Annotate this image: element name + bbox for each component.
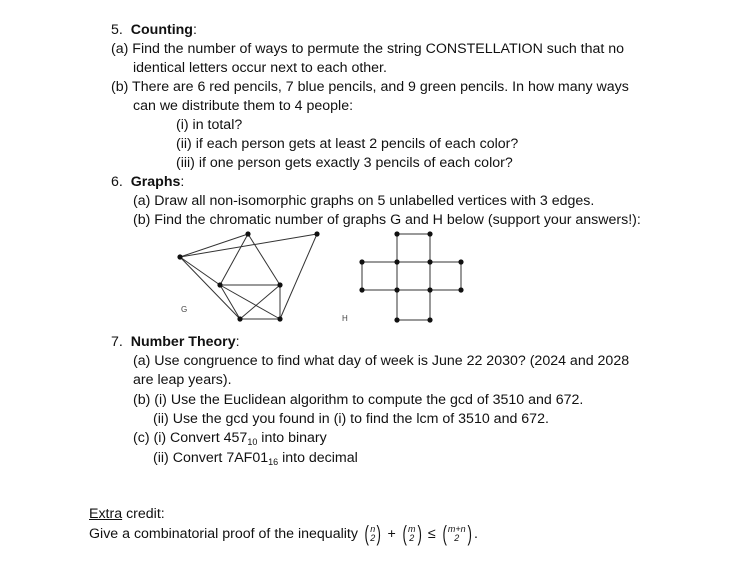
q7-c-i-tail: into binary [257,430,327,446]
q5-title: Counting [130,22,193,38]
extra-credit-text: Give a combinatorial proof of the inequality [89,526,362,542]
graph-g-edge [220,285,280,319]
graph-g-label: G [181,305,188,314]
extra-credit-label: Extra [89,506,123,522]
graph-g-vertex [245,231,250,236]
colon: : [180,174,185,190]
binom-top: n [370,524,376,535]
q5-heading [111,21,197,39]
q6-number: 6. [111,174,123,190]
q7-part-a-line2: are leap years). [133,372,232,388]
extra-credit-label-rest: credit: [122,506,165,522]
extra-credit-heading [89,505,165,523]
q7-part-c-i [133,429,327,447]
graph-h-vertex [458,259,463,264]
q7-c-ii-tail: into decimal [278,450,358,466]
graph-h-vertex [394,259,399,264]
binom-bottom: 2 [409,533,415,544]
graph-h-vertex [427,287,432,292]
q7-part-b-ii: (ii) Use the gcd you found in (i) to find the lcm of 3510 and 672. [153,411,549,427]
q5-part-a-line1: (a) Find the number of ways to permute the string CONSTELLATION such that no [111,41,625,57]
colon: : [192,22,197,38]
graph-h-vertex [359,259,364,264]
binom-top: m [408,524,416,535]
extra-credit-prompt [89,522,478,546]
graph-h [335,222,475,332]
binomial-n-2: ( n 2 ) [364,521,382,547]
graph-g-edge [180,257,240,319]
q5-part-b-ii: (ii) if each person gets at least 2 pencils of each color? [176,136,519,152]
graph-h-vertex [394,287,399,292]
q6-heading [111,173,184,191]
graph-g-vertex [217,282,222,287]
q5-part-b-iii: (iii) if one person gets exactly 3 pencils of each color? [176,155,513,171]
q7-heading [111,333,240,351]
q7-part-c-ii [153,449,358,467]
q6-part-a: (a) Draw all non-isomorphic graphs on 5 unlabelled vertices with 3 edges. [133,193,595,209]
graph-h-vertex [458,287,463,292]
binom-bottom: 2 [454,533,460,544]
graph-h-vertex [427,259,432,264]
base-subscript: 16 [268,457,279,467]
q5-number: 5. [111,22,123,38]
graph-h-vertex [394,317,399,322]
q5-part-a-line2: identical letters occur next to each other. [133,60,387,76]
binomial-mn-2: ( m+n 2 ) [442,521,472,547]
graph-g-edge [280,234,317,319]
graph-h-vertex [427,317,432,322]
q5-part-b-line2: can we distribute them to 4 people: [133,98,354,114]
period: . [473,526,478,542]
binomial-m-2: ( m 2 ) [402,521,422,547]
plus-sign: + [383,526,400,542]
graph-h-label: H [342,314,348,323]
graph-g-vertex [314,231,319,236]
q6-title: Graphs [130,174,181,190]
graph-g-vertex [277,282,282,287]
graph-h-vertex [394,231,399,236]
q6-part-b: (b) Find the chromatic number of graphs G and H below (support your answers!): [133,212,641,228]
graph-g-edge [180,257,220,285]
graph-g-edge [180,234,317,257]
q7-title: Number Theory [130,334,236,350]
q7-c-i-text: (c) (i) Convert 457 [133,430,248,446]
leq-sign: ≤ [423,526,440,542]
q7-number: 7. [111,334,123,350]
q7-part-b-i: (b) (i) Use the Euclidean algorithm to compute the gcd of 3510 and 672. [133,392,584,408]
colon: : [235,334,240,350]
base-subscript: 10 [247,437,258,447]
q7-c-ii-text: (ii) Convert 7AF01 [153,450,269,466]
graph-g-vertex [277,316,282,321]
binom-top: m+n [447,524,466,535]
graph-h-vertex [359,287,364,292]
q5-part-b-line1: (b) There are 6 red pencils, 7 blue pencils, and 9 green pencils. In how many ways [111,79,629,95]
graph-g-vertex [237,316,242,321]
graph-h-vertex [427,231,432,236]
graph-g-vertex [177,254,182,259]
graph-g-edge [240,285,280,319]
binom-bottom: 2 [370,533,376,544]
q5-part-b-i: (i) in total? [176,117,243,133]
q7-part-a-line1: (a) Use congruence to find what day of week is June 22 2030? (2024 and 2028 [133,353,630,369]
graph-g [160,222,340,332]
graph-g-edge [248,234,280,285]
